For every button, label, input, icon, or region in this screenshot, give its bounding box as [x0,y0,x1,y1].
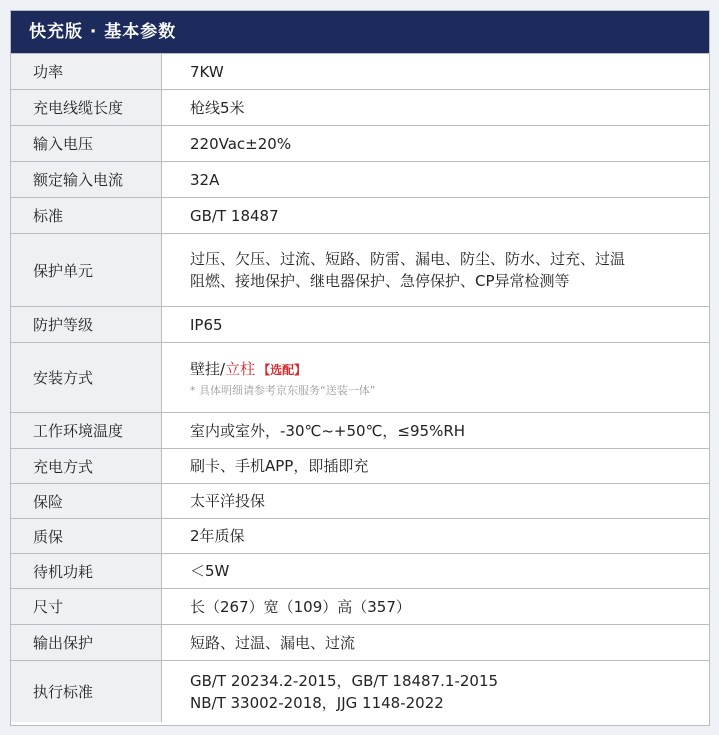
table-row [11,53,709,89]
row-label: 保险 [11,484,162,518]
table-row [11,306,709,342]
row-label: 输入电压 [11,126,162,161]
row-value: 220Vac±20% [190,134,292,153]
install-option-wall: 壁挂/ [190,359,226,378]
table-row [11,197,709,233]
optional-badge: 【选配】 [258,362,307,377]
table-row [11,624,709,660]
value-line: GB/T 20234.2-2015，GB/T 18487.1-2015 [190,671,499,690]
row-value: 32A [190,170,220,189]
row-label: 防护等级 [11,307,162,342]
value-line: NB/T 33002-2018，JJG 1148-2022 [190,693,444,712]
table-row [11,412,709,448]
row-label: 额定输入电流 [11,162,162,197]
row-value: IP65 [190,315,223,334]
row-value: 刷卡、手机APP，即插即充 [190,457,369,475]
value-line: 阻燃、接地保护、继电器保护、急停保护、CP异常检测等 [190,272,570,290]
row-label: 执行标准 [11,661,162,722]
install-option-pillar: 立柱 [225,359,256,378]
row-value [162,343,709,412]
table-row [11,125,709,161]
row-value: 2年质保 [190,527,245,545]
row-label: 工作环境温度 [11,413,162,448]
row-value [162,234,709,306]
value-line: 过压、欠压、过流、短路、防雷、漏电、防尘、防水、过充、过温 [190,250,626,268]
row-value: ＜5W [190,562,230,580]
table-row [11,588,709,624]
table-row [11,553,709,588]
row-value: GB/T 18487 [190,206,279,225]
row-value [162,661,709,722]
table-row [11,518,709,553]
row-label: 待机功耗 [11,554,162,588]
table-row [11,483,709,518]
table-row [11,660,709,722]
row-value: 枪线5米 [190,98,245,117]
spec-table [10,10,710,726]
table-row [11,233,709,306]
install-method [190,358,709,381]
table-row [11,342,709,412]
table-row [11,89,709,125]
row-label: 保护单元 [11,234,162,306]
table-header: 快充版 · 基本参数 [11,11,709,53]
row-label: 输出保护 [11,625,162,660]
row-label: 尺寸 [11,589,162,624]
row-value: 长（267）宽（109）高（357） [190,597,411,616]
row-label: 标准 [11,198,162,233]
row-label: 充电方式 [11,449,162,483]
table-row [11,161,709,197]
row-value: 室内或室外，-30℃~+50℃，≤95%RH [190,421,466,440]
row-label: 充电线缆长度 [11,90,162,125]
footnote: * 具体明细请参考京东服务“送装一体” [190,383,376,397]
row-label: 安装方式 [11,343,162,412]
row-label: 功率 [11,54,162,89]
row-value: 短路、过温、漏电、过流 [190,633,356,652]
table-row [11,448,709,483]
row-value: 7KW [190,62,224,81]
row-label: 质保 [11,519,162,553]
row-value: 太平洋投保 [190,492,266,510]
